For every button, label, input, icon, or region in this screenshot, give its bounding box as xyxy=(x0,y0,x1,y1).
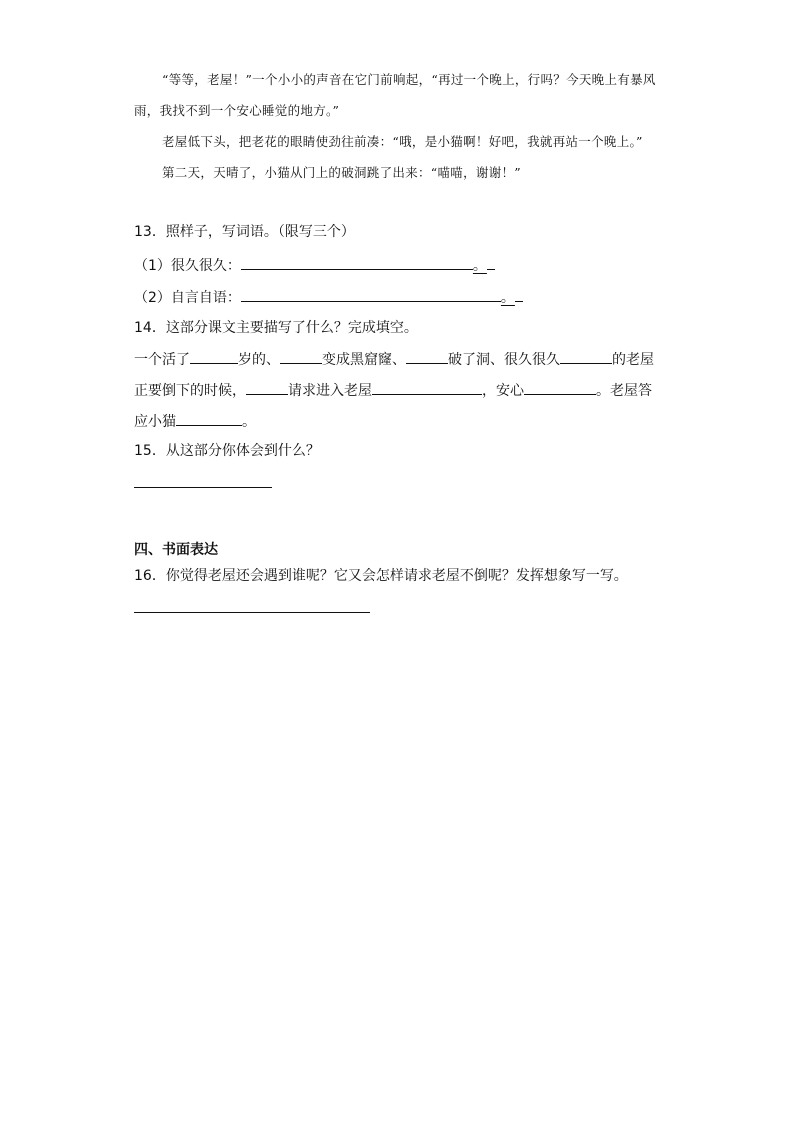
reading-passage xyxy=(134,64,664,188)
q14-text-8: 。老屋答应小猫 xyxy=(134,383,652,430)
question-13-item-2-end: 。 xyxy=(500,290,515,306)
q14-blank-promise[interactable] xyxy=(176,410,242,426)
q14-text-5: 的老屋正要倒下的时候， xyxy=(134,352,654,399)
question-13-item-1-tail xyxy=(487,254,495,270)
q14-blank-who[interactable] xyxy=(246,379,288,395)
q14-blank-sleep[interactable] xyxy=(524,379,596,395)
question-16-stem: 16．你觉得老屋还会遇到谁呢？它又会怎样请求老屋不倒呢？发挥想象写一写。 xyxy=(134,568,628,584)
question-13-item-1-blank[interactable] xyxy=(241,254,473,270)
question-15-answer-line[interactable] xyxy=(134,487,272,488)
question-15-stem: 15．从这部分你体会到什么？ xyxy=(134,443,320,459)
question-13-stem: 13．照样子，写词语。（限写三个） xyxy=(134,224,355,240)
q14-text-6: 请求进入老屋 xyxy=(288,383,372,399)
passage-paragraph-1: “等等，老屋！”一个小小的声音在它门前响起，“再过一个晚上，行吗？今天晚上有暴风雨，我找不到一个安心睡觉的地方。” xyxy=(134,72,656,118)
question-13-item-2-blank[interactable] xyxy=(241,286,501,302)
q14-text-2: 岁的、 xyxy=(238,352,280,368)
question-14-fill-text xyxy=(134,345,664,438)
question-13-item-1-label: （1）很久很久： xyxy=(134,258,241,274)
question-13-item-1-end: 。 xyxy=(472,258,487,274)
q14-text-3: 变成黑窟窿、 xyxy=(322,352,406,368)
question-14-stem: 14．这部分课文主要描写了什么？完成填空。 xyxy=(134,320,418,336)
q14-text-9: 。 xyxy=(242,414,256,430)
passage-paragraph-2: 老屋低下头，把老花的眼睛使劲往前凑：“哦，是小猫啊！好吧，我就再站一个晚上。” xyxy=(162,134,643,149)
section-4-title: 四、书面表达 xyxy=(134,542,218,558)
passage-paragraph-3: 第二天，天晴了，小猫从门上的破洞跳了出来：“喵喵，谢谢！” xyxy=(162,165,521,180)
q14-blank-window[interactable] xyxy=(280,348,322,364)
q14-blank-door[interactable] xyxy=(406,348,448,364)
q14-text-4: 破了洞、很久很久 xyxy=(448,352,560,368)
q14-text-7: ，安心 xyxy=(482,383,524,399)
question-13-item-2 xyxy=(134,286,523,308)
q14-blank-age[interactable] xyxy=(190,348,238,364)
question-16-answer-line[interactable] xyxy=(134,612,370,613)
question-13-item-1 xyxy=(134,254,495,276)
question-13-item-2-tail xyxy=(515,286,523,302)
q14-text-1: 一个活了 xyxy=(134,352,190,368)
question-13-item-2-label: （2）自言自语： xyxy=(134,290,241,306)
q14-blank-nobody[interactable] xyxy=(560,348,612,364)
q14-blank-why[interactable] xyxy=(372,379,482,395)
